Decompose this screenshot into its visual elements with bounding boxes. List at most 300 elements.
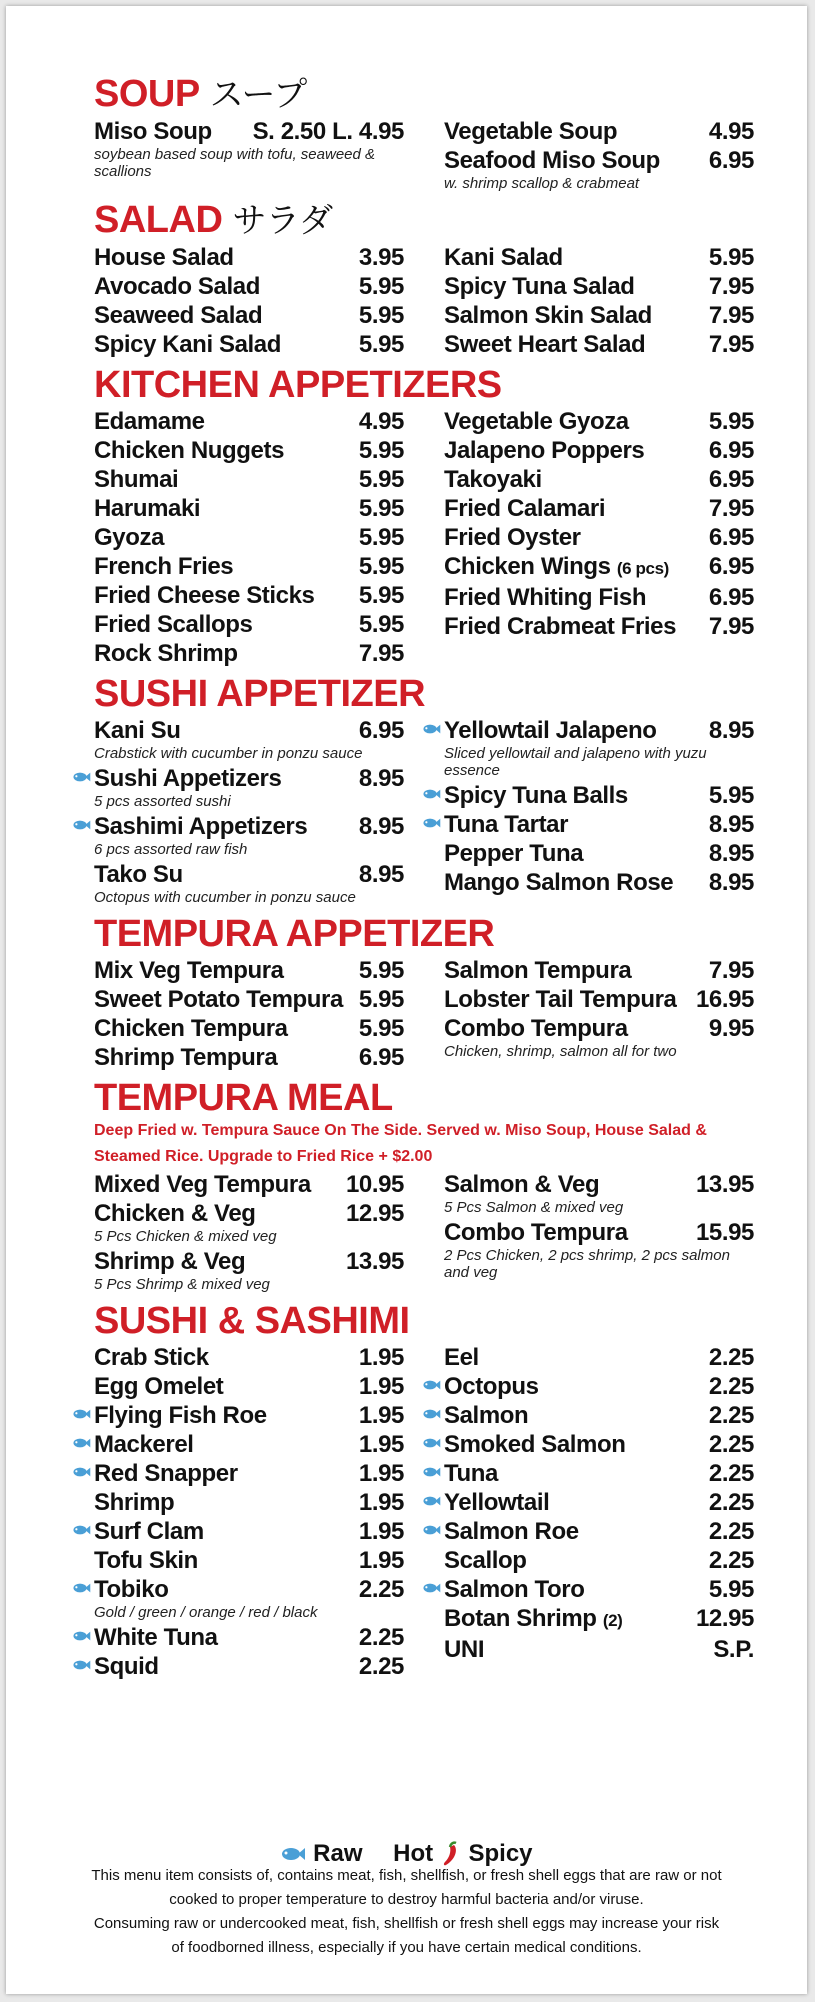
menu-item-name: [94, 610, 355, 639]
column-right: [444, 407, 754, 668]
menu-item: [94, 860, 404, 906]
menu-item-price: 6.95: [708, 147, 754, 174]
menu-item-price: 15.95: [695, 1219, 754, 1246]
menu-item-row: [94, 581, 404, 610]
menu-item-name-text: Gyoza: [94, 524, 165, 551]
menu-item-name: [94, 1199, 342, 1228]
section-title: [94, 363, 754, 407]
menu-item-row: [444, 612, 754, 641]
menu-item-name-text: Tobiko: [94, 1576, 169, 1603]
menu-item-name-text: Fried Scallops: [94, 611, 253, 638]
menu-item-name-text: Red Snapper: [94, 1460, 238, 1487]
menu-item-row: [94, 465, 404, 494]
legend-spicy-label: Spicy: [468, 1839, 533, 1867]
raw-fish-icon: [422, 722, 441, 738]
menu-item-name: [444, 117, 705, 146]
raw-fish-icon: [422, 1523, 441, 1539]
menu-item-price: 5.95: [358, 466, 404, 493]
menu-item-name-text: Lobster Tail Tempura: [444, 986, 677, 1013]
menu-item-name-text: Salmon Roe: [444, 1518, 579, 1545]
menu-item-name-text: Yellowtail: [444, 1489, 550, 1516]
menu-item-price: 6.95: [708, 524, 754, 551]
menu-item-name-text: Fried Oyster: [444, 524, 581, 551]
menu-item-name: [444, 301, 705, 330]
menu-item-row: [444, 1014, 754, 1043]
section-title: [94, 72, 754, 117]
menu-item-name-text: Squid: [94, 1653, 159, 1680]
menu-item-price: 2.25: [708, 1460, 754, 1487]
menu-item-name-text: French Fries: [94, 553, 234, 580]
menu-item: [94, 436, 404, 465]
menu-item-name: [94, 272, 355, 301]
menu-item-desc: soybean based soup with tofu, seaweed & scallions: [94, 146, 376, 180]
menu-item-name: [94, 117, 249, 146]
menu-item-name: [444, 523, 705, 552]
menu-item-row: [94, 860, 404, 889]
menu-item-name-text: Vegetable Gyoza: [444, 408, 629, 435]
menu-item: [94, 1652, 404, 1681]
menu-item-row: [94, 1459, 404, 1488]
menu-item-row: [444, 839, 754, 868]
menu-item-name: [444, 839, 705, 868]
menu-item-row: [444, 407, 754, 436]
menu-item: [94, 610, 404, 639]
menu-item-row: [94, 272, 404, 301]
menu-item-price: 9.95: [708, 1015, 754, 1042]
menu-item-row: [444, 301, 754, 330]
raw-fish-icon: [72, 1465, 91, 1481]
menu-item-name-text: Fried Crabmeat Fries: [444, 613, 677, 640]
menu-item-price: 1.95: [358, 1489, 404, 1516]
menu-item-name: [444, 716, 705, 745]
menu-item-price: S. 2.50 L. 4.95: [252, 118, 404, 145]
menu-item: [94, 301, 404, 330]
menu-item-row: [444, 781, 754, 810]
menu-item-name: [94, 436, 355, 465]
menu-item: [444, 1430, 754, 1459]
column-left: [94, 407, 404, 668]
menu-item-price: 2.25: [708, 1373, 754, 1400]
menu-item: [444, 523, 754, 552]
menu-item: [444, 612, 754, 641]
menu-item-name: [444, 810, 705, 839]
menu-item-name: [94, 552, 355, 581]
menu-section: [94, 912, 754, 1072]
menu-item: [444, 781, 754, 810]
menu-item-name-text: Fried Whiting Fish: [444, 584, 647, 611]
menu-item-price: 13.95: [345, 1248, 404, 1275]
menu-item-price: 6.95: [358, 717, 404, 744]
section-title: [94, 672, 754, 716]
section-note: Deep Fried w. Tempura Sauce On The Side. Served w. Miso Soup, House Salad & Steamed Rice. Upgrade to Fried Rice + $2.00: [94, 1122, 707, 1165]
menu-item-name-text: Edamame: [94, 408, 205, 435]
menu-item-name: [94, 1488, 355, 1517]
menu-item-row: [444, 1635, 754, 1664]
menu-item-row: [444, 868, 754, 897]
menu-item-row: [444, 1401, 754, 1430]
section-columns: [94, 1343, 754, 1681]
section-title-text: SALAD: [94, 199, 223, 241]
menu-item-row: [444, 810, 754, 839]
menu-item-name-text: Kani Su: [94, 717, 181, 744]
menu-item-name-text: Combo Tempura: [444, 1219, 628, 1246]
menu-item-price: 8.95: [358, 861, 404, 888]
menu-item-name: [94, 465, 355, 494]
column-left: [94, 117, 404, 194]
menu-item-row: [444, 465, 754, 494]
menu-item: [94, 465, 404, 494]
menu-item-price: 2.25: [708, 1518, 754, 1545]
menu-item-name-text: Combo Tempura: [444, 1015, 628, 1042]
menu-item-row: [94, 1372, 404, 1401]
menu-item: [94, 243, 404, 272]
menu-item-name: [444, 1170, 692, 1199]
menu-item-name-text: Octopus: [444, 1373, 539, 1400]
menu-item-name: [444, 1372, 705, 1401]
menu-item-name: [94, 1517, 355, 1546]
menu-item-name: [444, 1635, 709, 1664]
menu-item-price: 6.95: [708, 437, 754, 464]
menu-item-row: [444, 716, 754, 745]
menu-item: [444, 1372, 754, 1401]
menu-item-row: [444, 523, 754, 552]
menu-section: [94, 198, 754, 359]
menu-section: [94, 672, 754, 908]
column-left: [94, 956, 404, 1072]
menu-item-price: 1.95: [358, 1344, 404, 1371]
menu-item-name-text: Smoked Salmon: [444, 1431, 626, 1458]
menu-item-price: 2.25: [708, 1547, 754, 1574]
menu-item: [94, 1247, 404, 1293]
menu-item: [444, 868, 754, 897]
menu-item-name-text: Sushi Appetizers: [94, 765, 282, 792]
menu-item-name: [444, 494, 705, 523]
menu-item-name: [94, 301, 355, 330]
raw-fish-icon: [422, 1494, 441, 1510]
menu-item-row: [444, 330, 754, 359]
menu-item-price: 5.95: [708, 244, 754, 271]
menu-item-name-text: Miso Soup: [94, 118, 212, 145]
menu-item-price: 2.25: [708, 1489, 754, 1516]
menu-item-name-text: Shrimp Tempura: [94, 1044, 278, 1071]
menu-item-name: [94, 639, 355, 668]
menu-item-name-text: Mango Salmon Rose: [444, 869, 674, 896]
menu-item-name: [444, 1517, 705, 1546]
menu-item-name-text: Salmon Toro: [444, 1576, 585, 1603]
menu-item: [444, 301, 754, 330]
menu-body: [94, 72, 754, 1685]
menu-item-name: [94, 716, 355, 745]
menu-item: [94, 1343, 404, 1372]
menu-item: [444, 1401, 754, 1430]
menu-item-name-text: White Tuna: [94, 1624, 218, 1651]
menu-item-name-text: Rock Shrimp: [94, 640, 238, 667]
menu-item-price: 13.95: [695, 1171, 754, 1198]
menu-item-name: [444, 1604, 692, 1635]
menu-item-name-text: Botan Shrimp: [444, 1605, 597, 1632]
menu-item: [94, 716, 404, 762]
menu-item-row: [94, 117, 404, 146]
section-title: [94, 912, 754, 956]
menu-item-price: 2.25: [708, 1431, 754, 1458]
menu-item-name: [94, 1459, 355, 1488]
section-columns: [94, 1170, 754, 1295]
menu-item-name-text: Mackerel: [94, 1431, 194, 1458]
menu-item-name: [444, 465, 705, 494]
menu-item-name: [94, 1014, 355, 1043]
section-title-text: TEMPURA APPETIZER: [94, 913, 495, 955]
menu-item-row: [444, 1546, 754, 1575]
menu-item: [94, 1014, 404, 1043]
menu-item-name-text: Shrimp & Veg: [94, 1248, 246, 1275]
menu-item: [94, 407, 404, 436]
menu-item-name: [94, 860, 355, 889]
menu-item-price: 6.95: [708, 584, 754, 611]
menu-item-price: 1.95: [358, 1460, 404, 1487]
menu-item: [94, 1430, 404, 1459]
section-title-text: KITCHEN APPETIZERS: [94, 364, 502, 406]
section-title: [94, 198, 754, 243]
menu-item: [94, 1043, 404, 1072]
menu-item: [94, 581, 404, 610]
menu-item-price: 5.95: [358, 524, 404, 551]
menu-item-price: 1.95: [358, 1431, 404, 1458]
menu-item-row: [444, 1218, 754, 1247]
column-left: [94, 1170, 404, 1295]
menu-item-desc: 5 Pcs Shrimp & mixed veg: [94, 1276, 270, 1293]
legend-hot-label: Hot: [393, 1839, 434, 1867]
menu-item-name-text: Egg Omelet: [94, 1373, 224, 1400]
menu-item-price: 8.95: [708, 840, 754, 867]
menu-item: [444, 1343, 754, 1372]
raw-fish-icon: [422, 1436, 441, 1452]
menu-item-name: [444, 272, 705, 301]
menu-item-row: [94, 1043, 404, 1072]
menu-item-name: [444, 1459, 705, 1488]
menu-item-price: 8.95: [708, 811, 754, 838]
menu-item-price: 5.95: [358, 611, 404, 638]
menu-item-name: [444, 583, 705, 612]
menu-item: [94, 1199, 404, 1245]
menu-item-price: 5.95: [358, 273, 404, 300]
raw-fish-icon: [72, 1629, 91, 1645]
raw-fish-icon: [72, 818, 91, 834]
menu-item-row: [94, 436, 404, 465]
menu-item-name: [444, 330, 705, 359]
menu-item-name-text: Tofu Skin: [94, 1547, 198, 1574]
menu-item-row: [94, 1343, 404, 1372]
menu-item-row: [444, 436, 754, 465]
menu-item-row: [94, 1401, 404, 1430]
menu-item-name: [444, 1401, 705, 1430]
menu-item-name: [94, 523, 355, 552]
menu-item: [444, 956, 754, 985]
menu-item-price: 1.95: [358, 1547, 404, 1574]
menu-item-row: [94, 1488, 404, 1517]
menu-item-name: [94, 243, 355, 272]
menu-item-desc: 5 Pcs Chicken & mixed veg: [94, 1228, 277, 1245]
menu-item-price: 4.95: [708, 118, 754, 145]
disclaimer: [46, 1864, 767, 1960]
menu-item-name: [94, 1043, 355, 1072]
section-title-text: SUSHI APPETIZER: [94, 673, 426, 715]
menu-item: [94, 639, 404, 668]
menu-item-row: [444, 1372, 754, 1401]
menu-item-price: 2.25: [708, 1344, 754, 1371]
menu-item-row: [94, 764, 404, 793]
raw-fish-icon: [72, 1407, 91, 1423]
menu-item: [444, 465, 754, 494]
menu-item-price: 16.95: [695, 986, 754, 1013]
menu-item-name: [444, 868, 705, 897]
menu-item-price: 7.95: [708, 331, 754, 358]
menu-item-name-text: Jalapeno Poppers: [444, 437, 645, 464]
menu-section: [94, 1076, 754, 1295]
menu-item-name: [94, 1343, 355, 1372]
column-right: [444, 1170, 754, 1295]
menu-item-name: [444, 1546, 705, 1575]
menu-item-row: [94, 639, 404, 668]
menu-item-name-text: Harumaki: [94, 495, 201, 522]
section-title: [94, 1299, 754, 1343]
menu-item-row: [94, 407, 404, 436]
menu-item-price: S.P.: [713, 1636, 754, 1663]
menu-item-name-text: Tako Su: [94, 861, 183, 888]
menu-item-price: 1.95: [358, 1518, 404, 1545]
menu-item-name-text: Chicken Wings: [444, 553, 611, 580]
menu-item-price: 5.95: [358, 331, 404, 358]
section-columns: [94, 716, 754, 908]
menu-item-name: [94, 1546, 355, 1575]
menu-item: [444, 1575, 754, 1604]
menu-item: [444, 552, 754, 583]
menu-item-name-text: Mixed Veg Tempura: [94, 1171, 311, 1198]
menu-item-row: [94, 330, 404, 359]
column-left: [94, 716, 404, 908]
menu-item-name-text: Avocado Salad: [94, 273, 260, 300]
menu-item-price: 5.95: [358, 437, 404, 464]
menu-item: [444, 1218, 754, 1281]
menu-section: [94, 72, 754, 194]
menu-item-name-text: Salmon Skin Salad: [444, 302, 652, 329]
disclaimer-line: This menu item consists of, contains meat, fish, shellfish, or fresh shell eggs that are raw or not: [91, 1867, 722, 1884]
menu-item-row: [444, 117, 754, 146]
menu-item-row: [444, 243, 754, 272]
menu-item-price: 5.95: [708, 408, 754, 435]
raw-fish-icon: [422, 1407, 441, 1423]
menu-item-name-text: Vegetable Soup: [444, 118, 618, 145]
menu-item: [94, 552, 404, 581]
menu-item-desc: Octopus with cucumber in ponzu sauce: [94, 889, 356, 906]
menu-item: [94, 985, 404, 1014]
menu-item-name-text: Yellowtail Jalapeno: [444, 717, 657, 744]
menu-item-name-text: Spicy Tuna Balls: [444, 782, 628, 809]
menu-item-price: 3.95: [358, 244, 404, 271]
menu-item: [94, 1372, 404, 1401]
menu-item: [444, 583, 754, 612]
disclaimer-line: of foodborned illness, especially if you have certain medical conditions.: [171, 1939, 642, 1956]
menu-item: [94, 272, 404, 301]
column-left: [94, 243, 404, 359]
menu-item-price: 5.95: [708, 1576, 754, 1603]
menu-item-name-text: Chicken Nuggets: [94, 437, 285, 464]
menu-item-price: 5.95: [358, 986, 404, 1013]
menu-item-price: 7.95: [708, 613, 754, 640]
menu-item-row: [94, 812, 404, 841]
raw-fish-icon: [72, 1436, 91, 1452]
menu-item-name-text: Chicken Tempura: [94, 1015, 288, 1042]
menu-item-name: [94, 1575, 355, 1604]
menu-item: [444, 117, 754, 146]
menu-item-row: [94, 301, 404, 330]
menu-item: [444, 1170, 754, 1216]
menu-item-row: [94, 243, 404, 272]
menu-item-name: [94, 812, 355, 841]
menu-item-price: 12.95: [345, 1200, 404, 1227]
menu-item-row: [94, 985, 404, 1014]
raw-fish-icon: [72, 770, 91, 786]
menu-item: [444, 494, 754, 523]
menu-item: [94, 1623, 404, 1652]
menu-item-desc: 5 pcs assorted sushi: [94, 793, 231, 810]
menu-item-row: [444, 552, 754, 583]
menu-item: [94, 117, 404, 180]
menu-item-price: 12.95: [695, 1605, 754, 1632]
menu-item: [444, 330, 754, 359]
menu-item: [444, 436, 754, 465]
menu-item: [94, 1170, 404, 1199]
disclaimer-line: Consuming raw or undercooked meat, fish, shellfish or fresh shell eggs may increase your risk: [93, 1915, 720, 1932]
menu-item-name-text: Fried Calamari: [444, 495, 606, 522]
menu-item-row: [94, 494, 404, 523]
menu-item-name-text: Flying Fish Roe: [94, 1402, 267, 1429]
menu-item-name: [444, 146, 705, 175]
menu-item: [94, 330, 404, 359]
section-columns: [94, 407, 754, 668]
menu-item-name: [94, 1401, 355, 1430]
menu-item-row: [94, 1575, 404, 1604]
menu-item-name-text: Sweet Heart Salad: [444, 331, 646, 358]
menu-item: [94, 812, 404, 858]
menu-item-name: [444, 1488, 705, 1517]
menu-item-name-text: Shrimp: [94, 1489, 175, 1516]
menu-item-price: 10.95: [345, 1171, 404, 1198]
menu-item-row: [94, 1199, 404, 1228]
section-title: [94, 1076, 754, 1120]
menu-item-name: [444, 612, 705, 641]
menu-item-name-text: Sweet Potato Tempura: [94, 986, 343, 1013]
column-right: [444, 956, 754, 1072]
menu-item-desc: 2 Pcs Chicken, 2 pcs shrimp, 2 pcs salmon and veg: [444, 1247, 730, 1281]
menu-item-row: [94, 1517, 404, 1546]
menu-item-row: [444, 583, 754, 612]
column-right: [444, 716, 754, 908]
menu-item-name-text: Chicken & Veg: [94, 1200, 256, 1227]
menu-item-name: [444, 436, 705, 465]
menu-item-price: 8.95: [358, 813, 404, 840]
menu-item-name-text: Pepper Tuna: [444, 840, 584, 867]
menu-item-row: [444, 1343, 754, 1372]
menu-item-row: [94, 716, 404, 745]
menu-item-row: [94, 1430, 404, 1459]
menu-item-price: 7.95: [708, 957, 754, 984]
menu-item-row: [444, 1604, 754, 1635]
menu-item-desc: Crabstick with cucumber in ponzu sauce: [94, 745, 363, 762]
raw-fish-icon: [422, 1378, 441, 1394]
menu-item-name: [444, 1014, 705, 1043]
menu-item-name: [94, 764, 355, 793]
menu-item: [444, 839, 754, 868]
